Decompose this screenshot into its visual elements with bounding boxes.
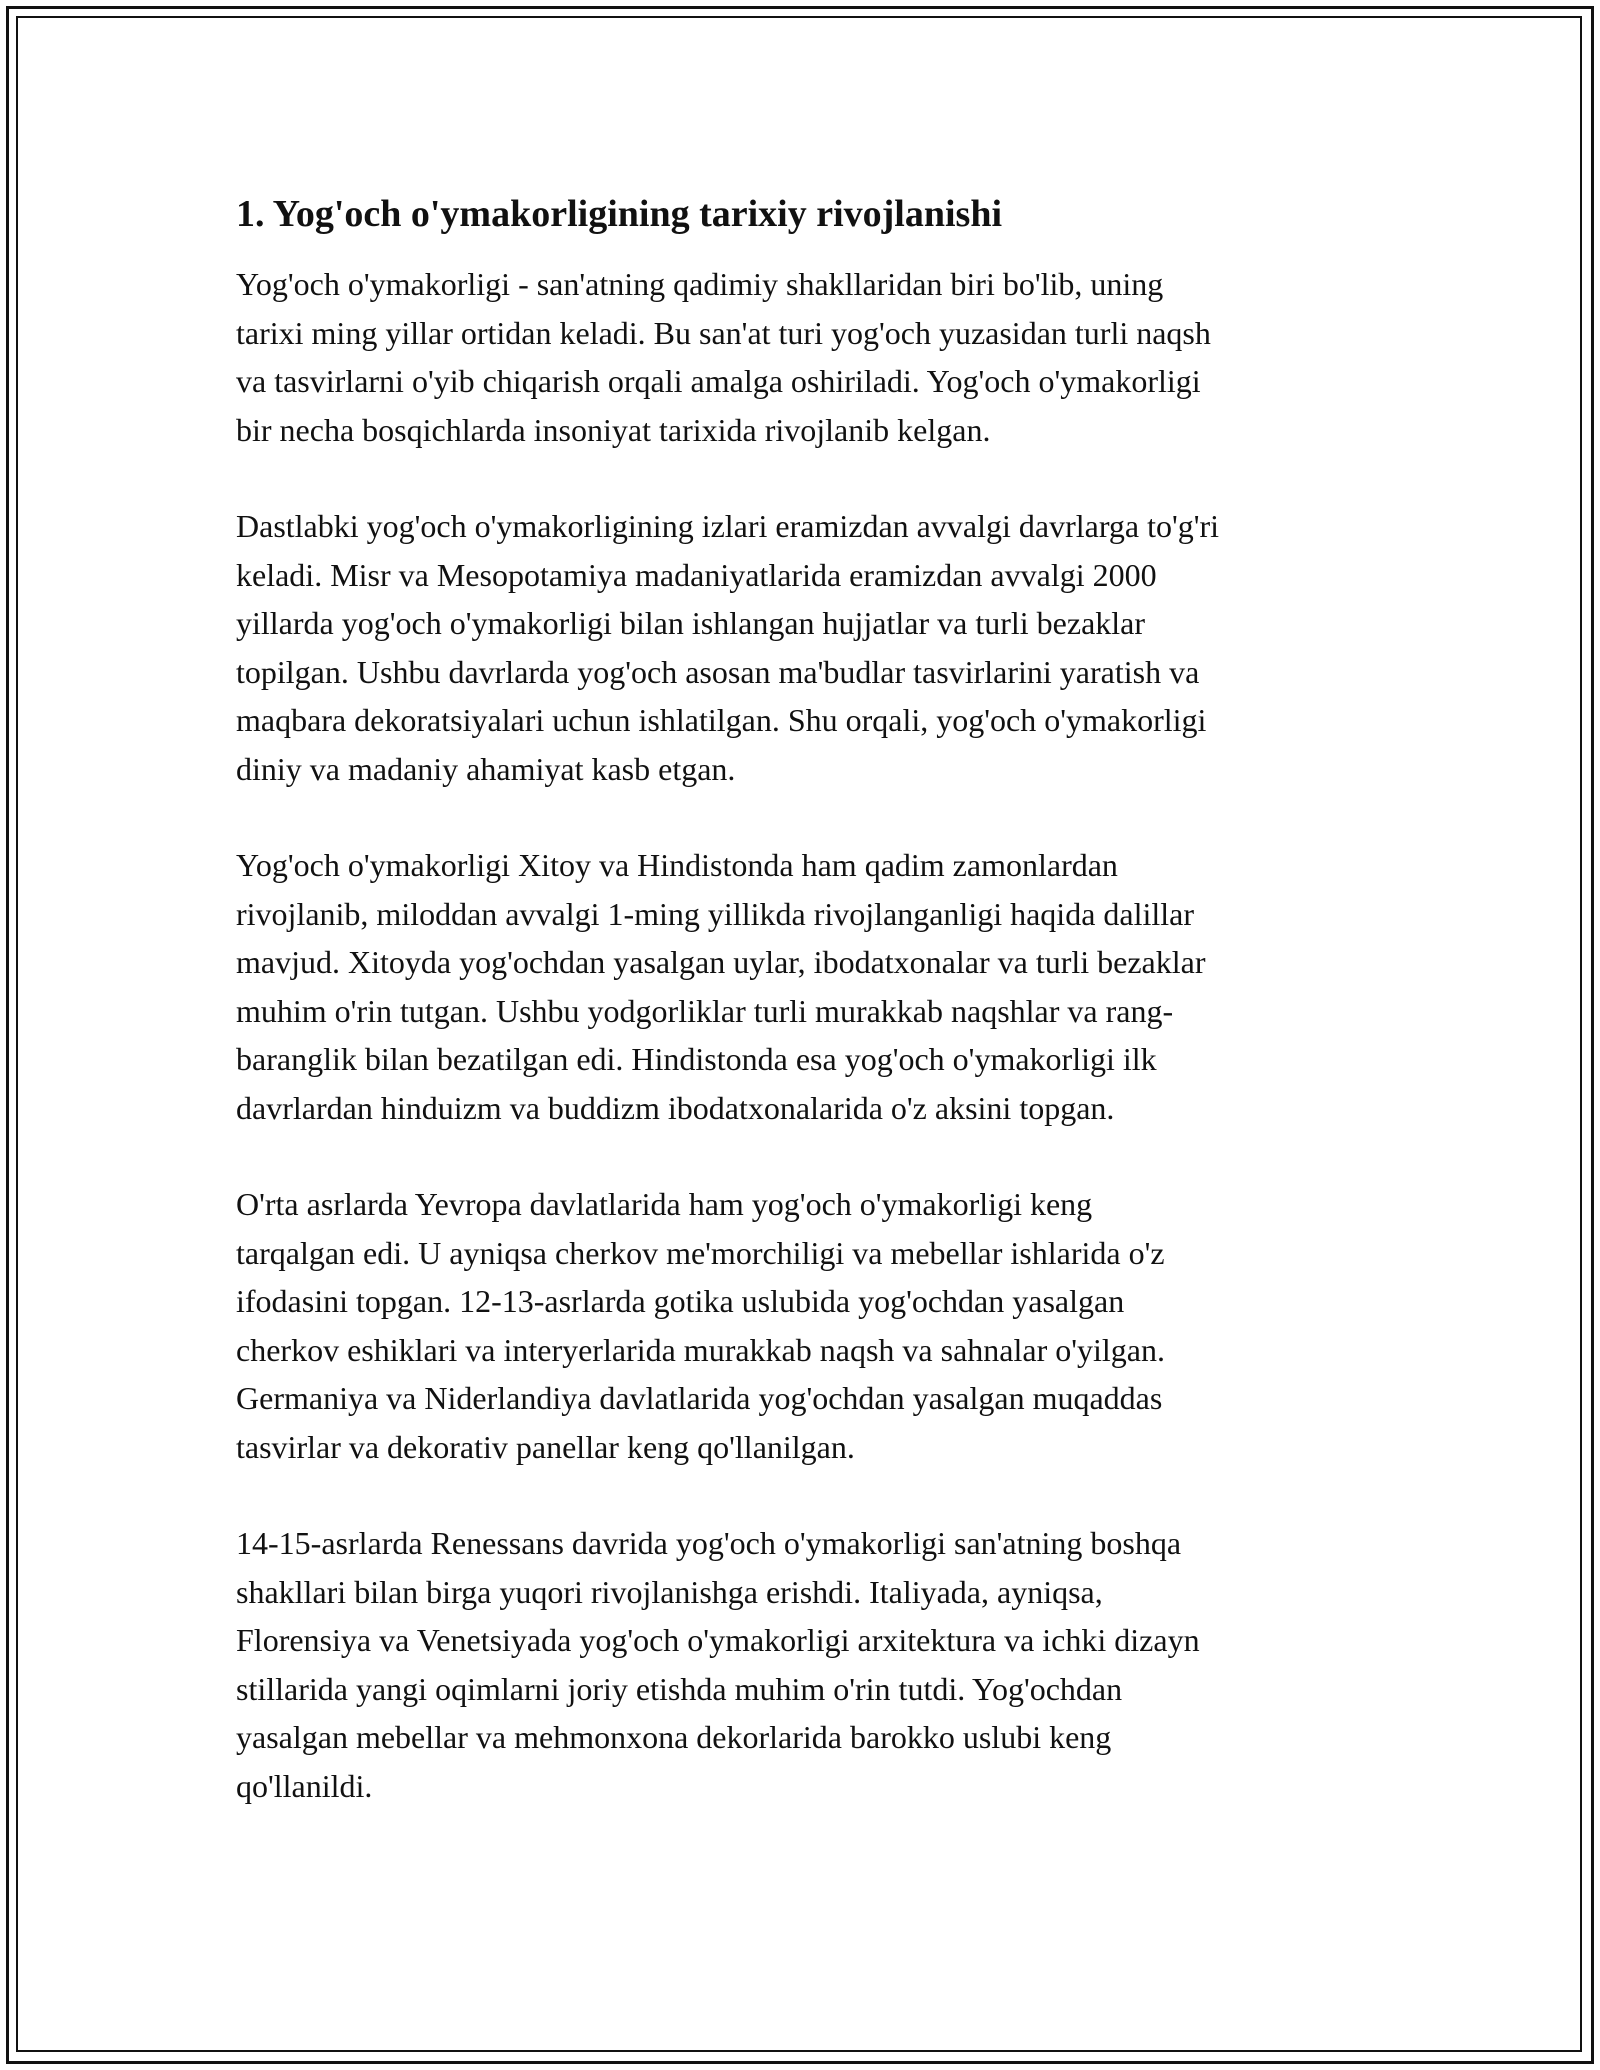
paragraph-5 bbox=[236, 1519, 1371, 1810]
paragraph-line: qo'llanildi. bbox=[236, 1767, 373, 1804]
paragraph-line: yillarda yog'och o'ymakorligi bilan ishlangan hujjatlar va turli bezaklar bbox=[236, 605, 1146, 641]
paragraph-line: O'rta asrlarda Yevropa davlatlarida ham yog'och o'ymakorligi keng bbox=[236, 1186, 1093, 1222]
section-heading: 1. Yog'och o'ymakorligining tarixiy rivojlanishi bbox=[236, 193, 1003, 235]
paragraph-1 bbox=[236, 260, 1371, 454]
paragraph-line: Florensiya va Venetsiyada yog'och o'ymakorligi arxitektura va ichki dizayn bbox=[236, 1622, 1200, 1658]
paragraph-line: diniy va madaniy ahamiyat kasb etgan. bbox=[236, 750, 736, 787]
paragraph-line: muhim o'rin tutgan. Ushbu yodgorliklar turli murakkab naqshlar va rang- bbox=[236, 992, 1174, 1029]
paragraph-line: tarixi ming yillar ortidan keladi. Bu san'at turi yog'och yuzasidan turli naqsh bbox=[236, 314, 1211, 351]
paragraph-line: bir necha bosqichlarda insoniyat tarixida rivojlanib kelgan. bbox=[236, 411, 991, 448]
paragraph-line: tarqalgan edi. U ayniqsa cherkov me'morchiligi va mebellar ishlarida o'z bbox=[236, 1234, 1165, 1271]
paragraph-line: keladi. Misr va Mesopotamiya madaniyatlarida eramizdan avvalgi 2000 bbox=[236, 556, 1157, 593]
paragraph-line: tasvirlar va dekorativ panellar keng qo'llanilgan. bbox=[236, 1428, 855, 1465]
paragraph-line: stillarida yangi oqimlarni joriy etishda muhim o'rin tutdi. Yog'ochdan bbox=[236, 1670, 1123, 1707]
paragraph-line: va tasvirlarni o'yib chiqarish orqali amalga oshiriladi. Yog'och o'ymakorligi bbox=[236, 363, 1201, 399]
paragraph-line: 14-15-asrlarda Renessans davrida yog'och o'ymakorligi san'atning boshqa bbox=[236, 1525, 1182, 1561]
paragraph-line: ifodasini topgan. 12-13-asrlarda gotika uslubida yog'ochdan yasalgan bbox=[236, 1283, 1125, 1319]
paragraph-line: mavjud. Xitoyda yog'ochdan yasalgan uylar, ibodatxonalar va turli bezaklar bbox=[236, 944, 1206, 980]
paragraph-line: shakllari bilan birga yuqori rivojlanishga erishdi. Italiyada, ayniqsa, bbox=[236, 1573, 1103, 1610]
paragraph-3 bbox=[236, 841, 1371, 1132]
paragraph-line: davrlardan hinduizm va buddizm ibodatxonalarida o'z aksini topgan. bbox=[236, 1089, 1115, 1126]
paragraph-line: yasalgan mebellar va mehmonxona dekorlarida barokko uslubi keng bbox=[236, 1719, 1112, 1755]
paragraph-2 bbox=[236, 502, 1371, 793]
document-body bbox=[236, 186, 1371, 1810]
paragraph-line: Dastlabki yog'och o'ymakorligining izlari eramizdan avvalgi davrlarga to'g'ri bbox=[236, 508, 1220, 544]
paragraph-line: rivojlanib, miloddan avvalgi 1-ming yillikda rivojlanganligi haqida dalillar bbox=[236, 895, 1195, 932]
paragraph-line: topilgan. Ushbu davrlarda yog'och asosan ma'budlar tasvirlarini yaratish va bbox=[236, 653, 1200, 690]
paragraph-line: Germaniya va Niderlandiya davlatlarida yog'ochdan yasalgan muqaddas bbox=[236, 1380, 1163, 1416]
paragraph-4 bbox=[236, 1180, 1371, 1471]
paragraph-line: cherkov eshiklari va interyerlarida murakkab naqsh va sahnalar o'yilgan. bbox=[236, 1331, 1165, 1368]
paragraph-line: baranglik bilan bezatilgan edi. Hindistonda esa yog'och o'ymakorligi ilk bbox=[236, 1041, 1157, 1077]
paragraph-line: Yog'och o'ymakorligi - san'atning qadimiy shakllaridan biri bo'lib, uning bbox=[236, 266, 1164, 302]
paragraph-line: Yog'och o'ymakorligi Xitoy va Hindistonda ham qadim zamonlardan bbox=[236, 847, 1118, 883]
paragraph-line: maqbara dekoratsiyalari uchun ishlatilgan. Shu orqali, yog'och o'ymakorligi bbox=[236, 702, 1207, 738]
